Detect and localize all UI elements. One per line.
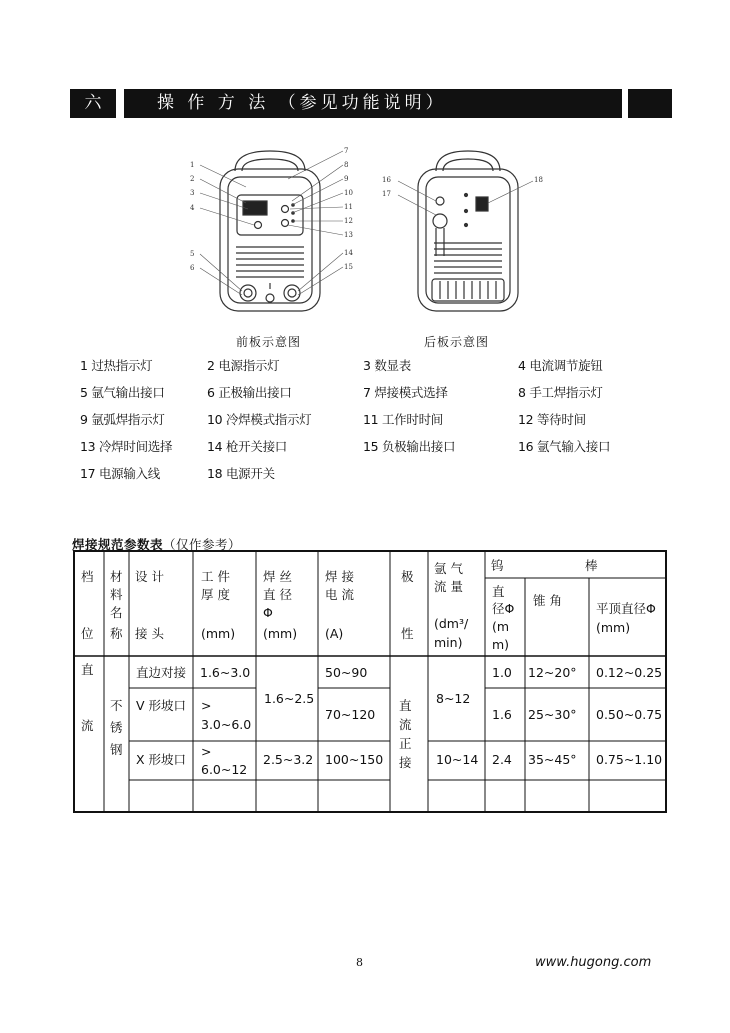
polarity-4: 接 <box>399 755 412 770</box>
legend-item: 7 焊接模式选择 <box>363 385 448 400</box>
hdr-dianliu: 电 流 <box>325 587 354 602</box>
callout-9: 9 <box>344 175 349 183</box>
row3-joint: X 形坡口 <box>136 752 187 767</box>
legend-item: 6 正极输出接口 <box>207 385 292 400</box>
legend-item: 9 氩弧焊指示灯 <box>80 412 165 427</box>
row2-joint: V 形坡口 <box>136 698 187 713</box>
legend-item: 10 冷焊模式指示灯 <box>207 412 312 427</box>
hdr-ming: 名 <box>110 605 123 620</box>
hdr-gongjian: 工 件 <box>201 569 230 584</box>
hdr-min: min) <box>434 635 463 650</box>
row3-flat: 0.75~1.10 <box>596 752 663 767</box>
callout-8: 8 <box>344 161 349 169</box>
hdr-jingphi: 径Φ <box>492 601 515 616</box>
hdr-yaqi: 氩 气 <box>434 561 463 576</box>
hdr-zhi: 直 <box>492 584 505 599</box>
hdr-pingding: 平顶直径Φ <box>596 601 656 616</box>
polarity-3: 正 <box>399 736 412 751</box>
legend-item: 17 电源输入线 <box>80 466 160 481</box>
hdr-liao: 料 <box>110 587 123 602</box>
legend-item: 8 手工焊指示灯 <box>518 385 603 400</box>
table-title-text: 焊接规范参数表 <box>72 537 164 552</box>
row2-thickness-a: > <box>201 698 212 713</box>
hdr-liuliang: 流 量 <box>434 579 463 594</box>
hdr-dm3: (dm³/ <box>434 616 469 631</box>
row1-current: 50~90 <box>325 665 368 680</box>
footer-url[interactable]: www.hugong.com <box>535 955 652 970</box>
legend-item: 4 电流调节旋钮 <box>518 358 603 373</box>
row1-angle: 12~20° <box>528 665 577 680</box>
front-caption: 前板示意图 <box>236 335 302 349</box>
hdr-mm2: (mm) <box>263 626 298 641</box>
callout-12: 12 <box>344 217 353 225</box>
legend-item: 13 冷焊时间选择 <box>80 439 173 454</box>
callout-15: 15 <box>344 263 353 271</box>
callout-2: 2 <box>190 175 195 183</box>
hdr-zhuijiao: 锥 角 <box>533 593 562 608</box>
row2-current: 70~120 <box>325 707 376 722</box>
row1-joint: 直边对接 <box>136 665 187 680</box>
row2-thickness-b: 3.0~6.0 <box>201 717 252 732</box>
hdr-zhijing: 直 径 <box>263 587 292 602</box>
row3-current: 100~150 <box>325 752 384 767</box>
hdr-jietou: 接 头 <box>135 626 164 641</box>
legend-item: 1 过热指示灯 <box>80 358 153 373</box>
hdr-cheng: 称 <box>110 626 123 641</box>
polarity-1: 直 <box>399 698 412 713</box>
row1-flat: 0.12~0.25 <box>596 665 663 680</box>
hdr-cai: 材 <box>110 569 123 584</box>
hdr-sheji: 设 计 <box>135 569 164 584</box>
legend-item: 3 数显表 <box>363 358 411 373</box>
table-title-note: （仅作参考） <box>163 537 242 552</box>
legend-item: 18 电源开关 <box>207 466 275 481</box>
callout-16: 16 <box>382 176 391 184</box>
hdr-hansi: 焊 丝 <box>263 569 292 584</box>
legend-item: 2 电源指示灯 <box>207 358 280 373</box>
hdr-mm3: (mm) <box>596 620 631 635</box>
hdr-wei: 位 <box>81 626 94 641</box>
row2-angle: 25~30° <box>528 707 577 722</box>
legend-item: 12 等待时间 <box>518 412 586 427</box>
section-title: 操 作 方 法 （参见功能说明） <box>157 93 447 113</box>
material-3: 钢 <box>110 742 123 757</box>
wire-merged: 1.6~2.5 <box>264 691 315 706</box>
hdr-m-m: (m <box>492 619 510 634</box>
callout-4: 4 <box>190 204 195 212</box>
row3-gas: 10~14 <box>436 752 479 767</box>
material-1: 不 <box>110 698 123 713</box>
callout-10: 10 <box>344 189 353 197</box>
row1-dia: 1.0 <box>492 665 512 680</box>
callout-17: 17 <box>382 190 391 198</box>
hdr-houdu: 厚 度 <box>201 587 230 602</box>
row1-thickness: 1.6~3.0 <box>200 665 251 680</box>
hdr-hanjie: 焊 接 <box>325 569 354 584</box>
legend-item: 14 枪开关接口 <box>207 439 287 454</box>
callout-3: 3 <box>190 189 195 197</box>
hdr-ji: 极 <box>401 569 414 584</box>
callout-14: 14 <box>344 249 353 257</box>
hdr-xing: 性 <box>401 626 414 641</box>
callout-18: 18 <box>534 176 543 184</box>
row3-dia: 2.4 <box>492 752 512 767</box>
rear-caption: 后板示意图 <box>424 335 490 349</box>
material-2: 锈 <box>110 720 123 735</box>
callout-5: 5 <box>190 250 195 258</box>
callout-13: 13 <box>344 231 353 239</box>
hdr-mm1: (mm) <box>201 626 236 641</box>
hdr-bang: 棒 <box>585 558 598 573</box>
legend-item: 5 氩气输出接口 <box>80 385 165 400</box>
callout-1: 1 <box>190 161 195 169</box>
legend-item: 11 工作时时间 <box>363 412 443 427</box>
row3-thickness-a: > <box>201 744 212 759</box>
row3-wire: 2.5~3.2 <box>263 752 314 767</box>
gas-merged: 8~12 <box>436 691 471 706</box>
page-number: 8 <box>356 956 363 969</box>
row2-flat: 0.50~0.75 <box>596 707 663 722</box>
callout-6: 6 <box>190 264 195 272</box>
current-type-2: 流 <box>81 718 94 733</box>
section-number: 六 <box>70 89 116 118</box>
hdr-phi1: Φ <box>263 605 273 620</box>
polarity-2: 流 <box>399 717 412 732</box>
legend-item: 16 氩气输入接口 <box>518 439 611 454</box>
hdr-amp: (A) <box>325 626 344 641</box>
current-type-1: 直 <box>81 662 94 677</box>
callout-11: 11 <box>344 203 353 211</box>
legend-item: 15 负极输出接口 <box>363 439 456 454</box>
row3-thickness-b: 6.0~12 <box>201 762 248 777</box>
hdr-dang: 档 <box>81 569 94 584</box>
hdr-wu: 钨 <box>491 558 504 573</box>
hdr-m-paren: m) <box>492 637 510 652</box>
row3-angle: 35~45° <box>528 752 577 767</box>
row2-dia: 1.6 <box>492 707 512 722</box>
callout-7: 7 <box>344 147 349 155</box>
